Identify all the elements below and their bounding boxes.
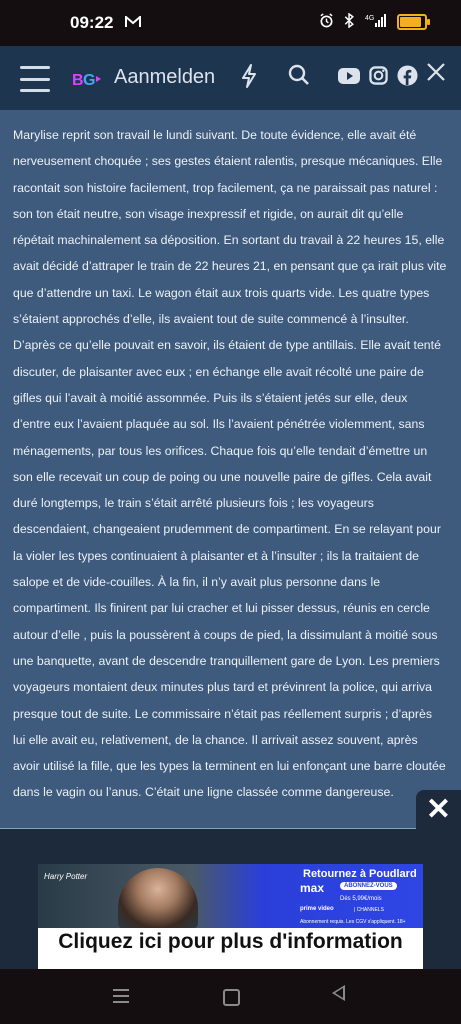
alarm-icon: [319, 13, 334, 31]
status-bar: [0, 0, 461, 46]
menu-icon[interactable]: [20, 66, 50, 92]
ad-brand-logo: Harry Potter: [44, 872, 88, 881]
status-time: 09:22: [70, 13, 114, 32]
ad-partner-logo: prime video: [300, 906, 334, 912]
lightning-icon[interactable]: [240, 64, 258, 94]
article-paragraph: Marylise reprit son travail le lundi suivant. De toute évidence, elle avait été nerveusement choquée ; ses gestes étaient ralentis, presque mécaniques. Elle racontait son histoire facilement, trop facilement, ça ne paraissait pas naturel : son ton était neutre, son visage inexpressif et rigide, on aurait dit qu’elle répétait machinalement sa déposition. En sortant du travail à 22 heures 15, elle avait décidé d’attraper le train de 22 heures 21, en pensant que ça irait plus vite que d’attendre un taxi. Le wagon était aux trois quarts vide. Les quatre types s’étaient approchés d’elle, ils avaient tout de suite commencé à l’insulter. D’après ce qu’elle pouvait en savoir, ils étaient de type antillais. Elle avait tenté discuter, de plaisanter avec eux ; en échange elle avait récolté une paire de gifles qui l’avait à moitié assommée. Puis ils s’étaient jetés sur elle, deux d’entre eux l’avaient plaquée au sol. Ils l’avaient pénétrée violemment, sans ménagements, par tous les orifices. Chaque fois qu’elle tendait d’émettre un son elle recevait un coup de poing ou une nouvelle paire de gifles. Cela avait duré longtemps, le train s’était arrêté plusieurs fois ; les voyageurs descendaient, changeaient prudemment de compartiment. En se relayant pour la violer les types continuaient à plaisanter et à l’insulter ; ils la traitaient de salope et de vide-couilles. À la fin, il n’y avait plus personne dans le compartiment. Ils finirent par lui cracher et lui pisser dessus, réunis en cercle autour d’elle , puis la poussèrent à coups de pied, la dissimulant à moitié sous une banquette, avant de descendre tranquillement gare de Lyon. Les premiers voyageurs montaient deux minutes plus tard et prévinrent la police, qui arriva presque tout de suite. Le commissaire n’était pas réellement surpris ; d’après lui elle avait eu, relativement, de la chance. Il arrivait assez souvent, après avoir utilisé la fille, que les types la terminent en lui enfonçant une barre cloutée dans le vagin ou l’anus. C’était une ligne classée comme dangereuse.: [13, 128, 447, 800]
ad-subscribe-button[interactable]: ABONNEZ-VOUS: [340, 882, 397, 890]
signal-4g-icon: [365, 13, 387, 31]
ad-cta-text[interactable]: Cliquez ici pour plus d'information: [58, 930, 403, 953]
signin-link[interactable]: Aanmelden: [114, 66, 216, 88]
ad-legal-text: Abonnement requis. Les CGV s'appliquent. 18+: [300, 919, 406, 925]
site-logo[interactable]: [72, 68, 102, 90]
article-body: [0, 110, 461, 829]
instagram-icon[interactable]: [369, 66, 388, 91]
youtube-icon[interactable]: [338, 67, 360, 90]
ad-headline: Retournez à Poudlard: [303, 868, 417, 880]
ad-partner-suffix: | CHANNELS: [354, 907, 384, 913]
bluetooth-icon: [344, 13, 355, 31]
ad-price: Dès 5,99€/mois: [340, 896, 382, 902]
home-icon[interactable]: [223, 989, 240, 1006]
status-icons: [319, 13, 427, 31]
ad-character-image: [118, 868, 198, 928]
gmail-icon: [125, 15, 141, 32]
battery-icon: [397, 14, 427, 30]
ad-image: [38, 864, 423, 928]
network-label: 4G: [365, 15, 375, 22]
svg-text:B: B: [72, 72, 84, 89]
recent-apps-icon[interactable]: [113, 989, 129, 1003]
app-bar: [0, 46, 461, 110]
back-icon[interactable]: [332, 985, 345, 1001]
svg-text:G: G: [83, 72, 96, 89]
search-icon[interactable]: [288, 64, 310, 92]
close-icon: ✕: [425, 793, 452, 826]
system-nav-bar: [0, 969, 461, 1024]
ad-service-logo: max: [300, 881, 325, 895]
battery-fill: [400, 17, 421, 27]
facebook-icon[interactable]: [397, 65, 418, 92]
close-ad-button[interactable]: [416, 790, 461, 830]
x-icon[interactable]: [427, 63, 445, 87]
ad-banner[interactable]: [38, 864, 423, 969]
